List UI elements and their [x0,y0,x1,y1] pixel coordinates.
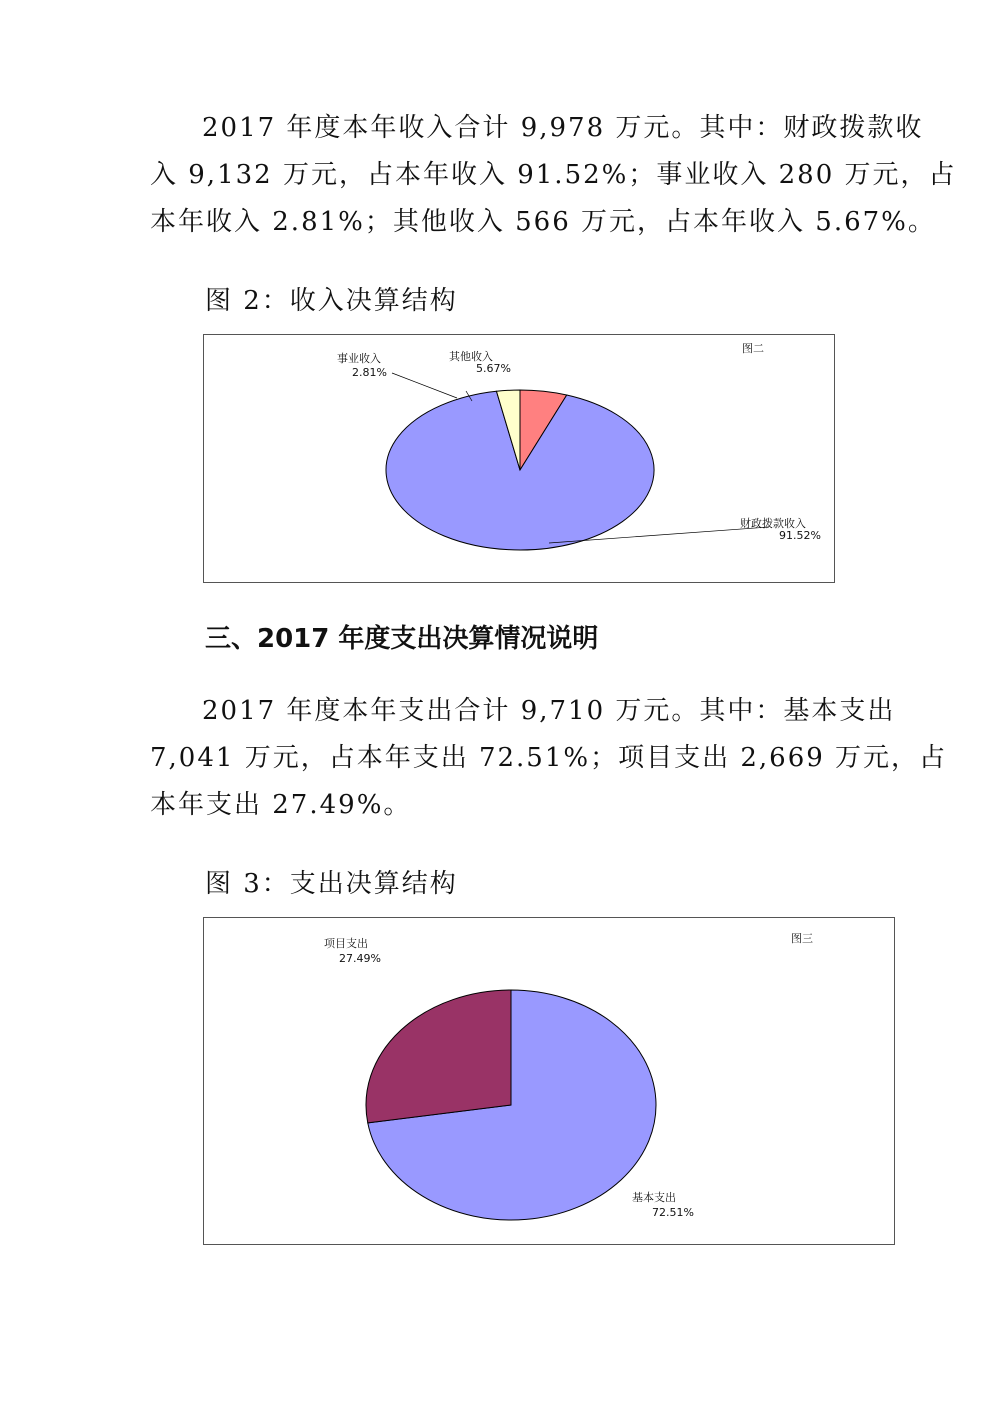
section3-heading: 三、2017 年度支出决算情况说明 [205,624,599,654]
label-xiangmu-name: 项目支出 [324,937,368,950]
label-jiben-name: 基本支出 [632,1191,676,1204]
expense-chart [203,917,895,1245]
figure2-caption: 图 2：收入决算结构 [205,286,458,316]
expense-pie-svg [204,918,894,1244]
expense-line-1: 2017 年度本年支出合计 9,710 万元。其中：基本支出 [202,696,896,726]
income-line-3: 本年收入 2.81%；其他收入 566 万元，占本年收入 5.67%。 [150,207,936,237]
label-jiben-pct: 72.51% [652,1206,694,1219]
income-paragraph [150,105,957,246]
income-line-1: 2017 年度本年收入合计 9,978 万元。其中：财政拨款收 [202,113,924,143]
label-xiangmu-pct: 27.49% [339,952,381,965]
figure3-caption: 图 3：支出决算结构 [205,869,458,899]
expense-pie-slice-1 [366,990,511,1123]
label-caizheng-pct: 91.52% [779,529,821,542]
label-qita-name: 其他收入 [449,350,493,363]
expense-line-2: 7,041 万元，占本年支出 72.51%；项目支出 2,669 万元，占 [150,743,948,773]
income-pie-svg [204,335,834,582]
expense-line-3: 本年支出 27.49%。 [150,790,412,820]
expense-paragraph [150,688,948,829]
income-chart-title: 图二 [742,342,764,355]
income-line-2: 入 9,132 万元，占本年收入 91.52%；事业收入 280 万元，占 [150,160,957,190]
label-caizheng-name: 财政拨款收入 [740,517,806,530]
income-chart [203,334,835,583]
label-shiye-pct: 2.81% [352,366,387,379]
label-qita-pct: 5.67% [476,362,511,375]
label-shiye-name: 事业收入 [337,352,381,365]
expense-chart-title: 图三 [791,932,813,945]
